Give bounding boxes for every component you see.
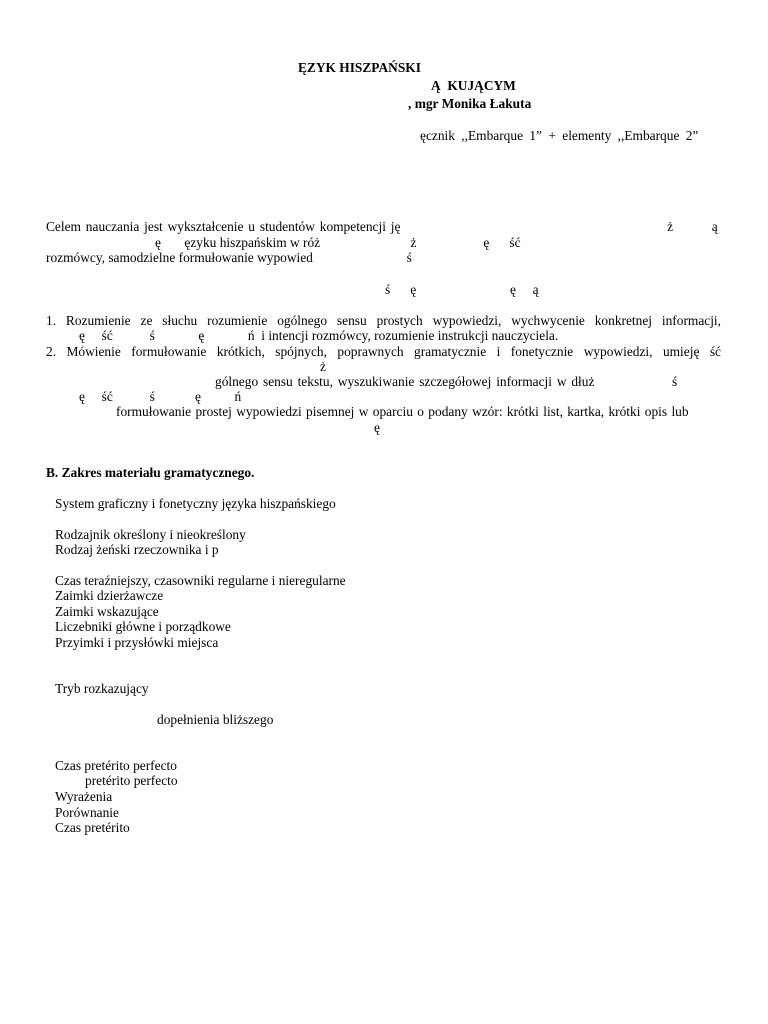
skill-2-line-2: ż <box>320 359 326 374</box>
doc-title: ĘZYK HISZPAŃSKI <box>298 60 421 75</box>
intro-line-3: rozmówcy, samodzielne formułowanie wypowied ś <box>46 250 412 265</box>
section-b-title: B. Zakres materiału gramatycznego. <box>46 465 255 480</box>
intro-line-2: ę ęzyku hiszpańskim w róż ż ę ść <box>155 235 521 250</box>
grammar-item: Rodzaj żeński rzeczownika i p <box>55 542 219 557</box>
grammar-item: Czas teraźniejszy, czasowniki regularne i nieregularne <box>55 573 346 588</box>
grammar-item: System graficzny i fonetyczny języka hiszpańskiego <box>55 496 336 511</box>
skill-3-line-2: ę ść ś ę ń <box>79 389 242 404</box>
grammar-item: Czas pretérito <box>55 820 130 835</box>
doc-author: , mgr Monika Łakuta <box>408 96 532 111</box>
skill-4-line-2: ę <box>374 420 380 435</box>
grammar-item: Rodzajnik określony i nieokreślony <box>55 527 246 542</box>
grammar-item: dopełnienia bliższego <box>157 712 274 727</box>
grammar-item: Wyrażenia <box>55 789 113 804</box>
skill-1-line-2: ę ść ś ę ń i intencji rozmówcy, rozumienie instrukcji nauczyciela. <box>79 328 559 343</box>
intro-line-1: Celem nauczania jest wykształcenie u studentów kompetencji ję ż ą <box>46 219 718 234</box>
grammar-item: Tryb rozkazujący <box>55 681 149 696</box>
grammar-item: Liczebniki główne i porządkowe <box>55 619 231 634</box>
grammar-item: Przyimki i przysłówki miejsca <box>55 635 219 650</box>
grammar-item: Zaimki dzierżawcze <box>55 588 164 603</box>
intro-line-4: ś ę ę ą <box>385 282 539 297</box>
skill-2-line-1: 2. Mówienie formułowanie krótkich, spójnych, poprawnych gramatycznie i fonetycznie wypowiedzi, umieję ść <box>46 344 721 359</box>
skill-1-line-1: 1. Rozumienie ze słuchu rozumienie ogólnego sensu prostych wypowiedzi, wychwycenie konkretnej informacji, <box>46 313 721 328</box>
grammar-item: Zaimki wskazujące <box>55 604 159 619</box>
grammar-item: Czas pretérito perfecto <box>55 758 177 773</box>
grammar-item: Porównanie <box>55 805 119 820</box>
doc-textbook: ęcznik ,,Embarque 1” + elementy ,,Embarque 2” <box>420 128 699 143</box>
skill-4-line-1: formułowanie prostej wypowiedzi pisemnej w oparciu o podany wzór: krótki list, kartka, krótki opis lub <box>116 404 689 419</box>
skill-3-line-1: gólnego sensu tekstu, wyszukiwanie szczegółowej informacji w dłuż ś <box>215 374 678 389</box>
grammar-item: pretérito perfecto <box>85 773 178 788</box>
doc-subtitle: Ą KUJĄCYM <box>431 78 516 93</box>
